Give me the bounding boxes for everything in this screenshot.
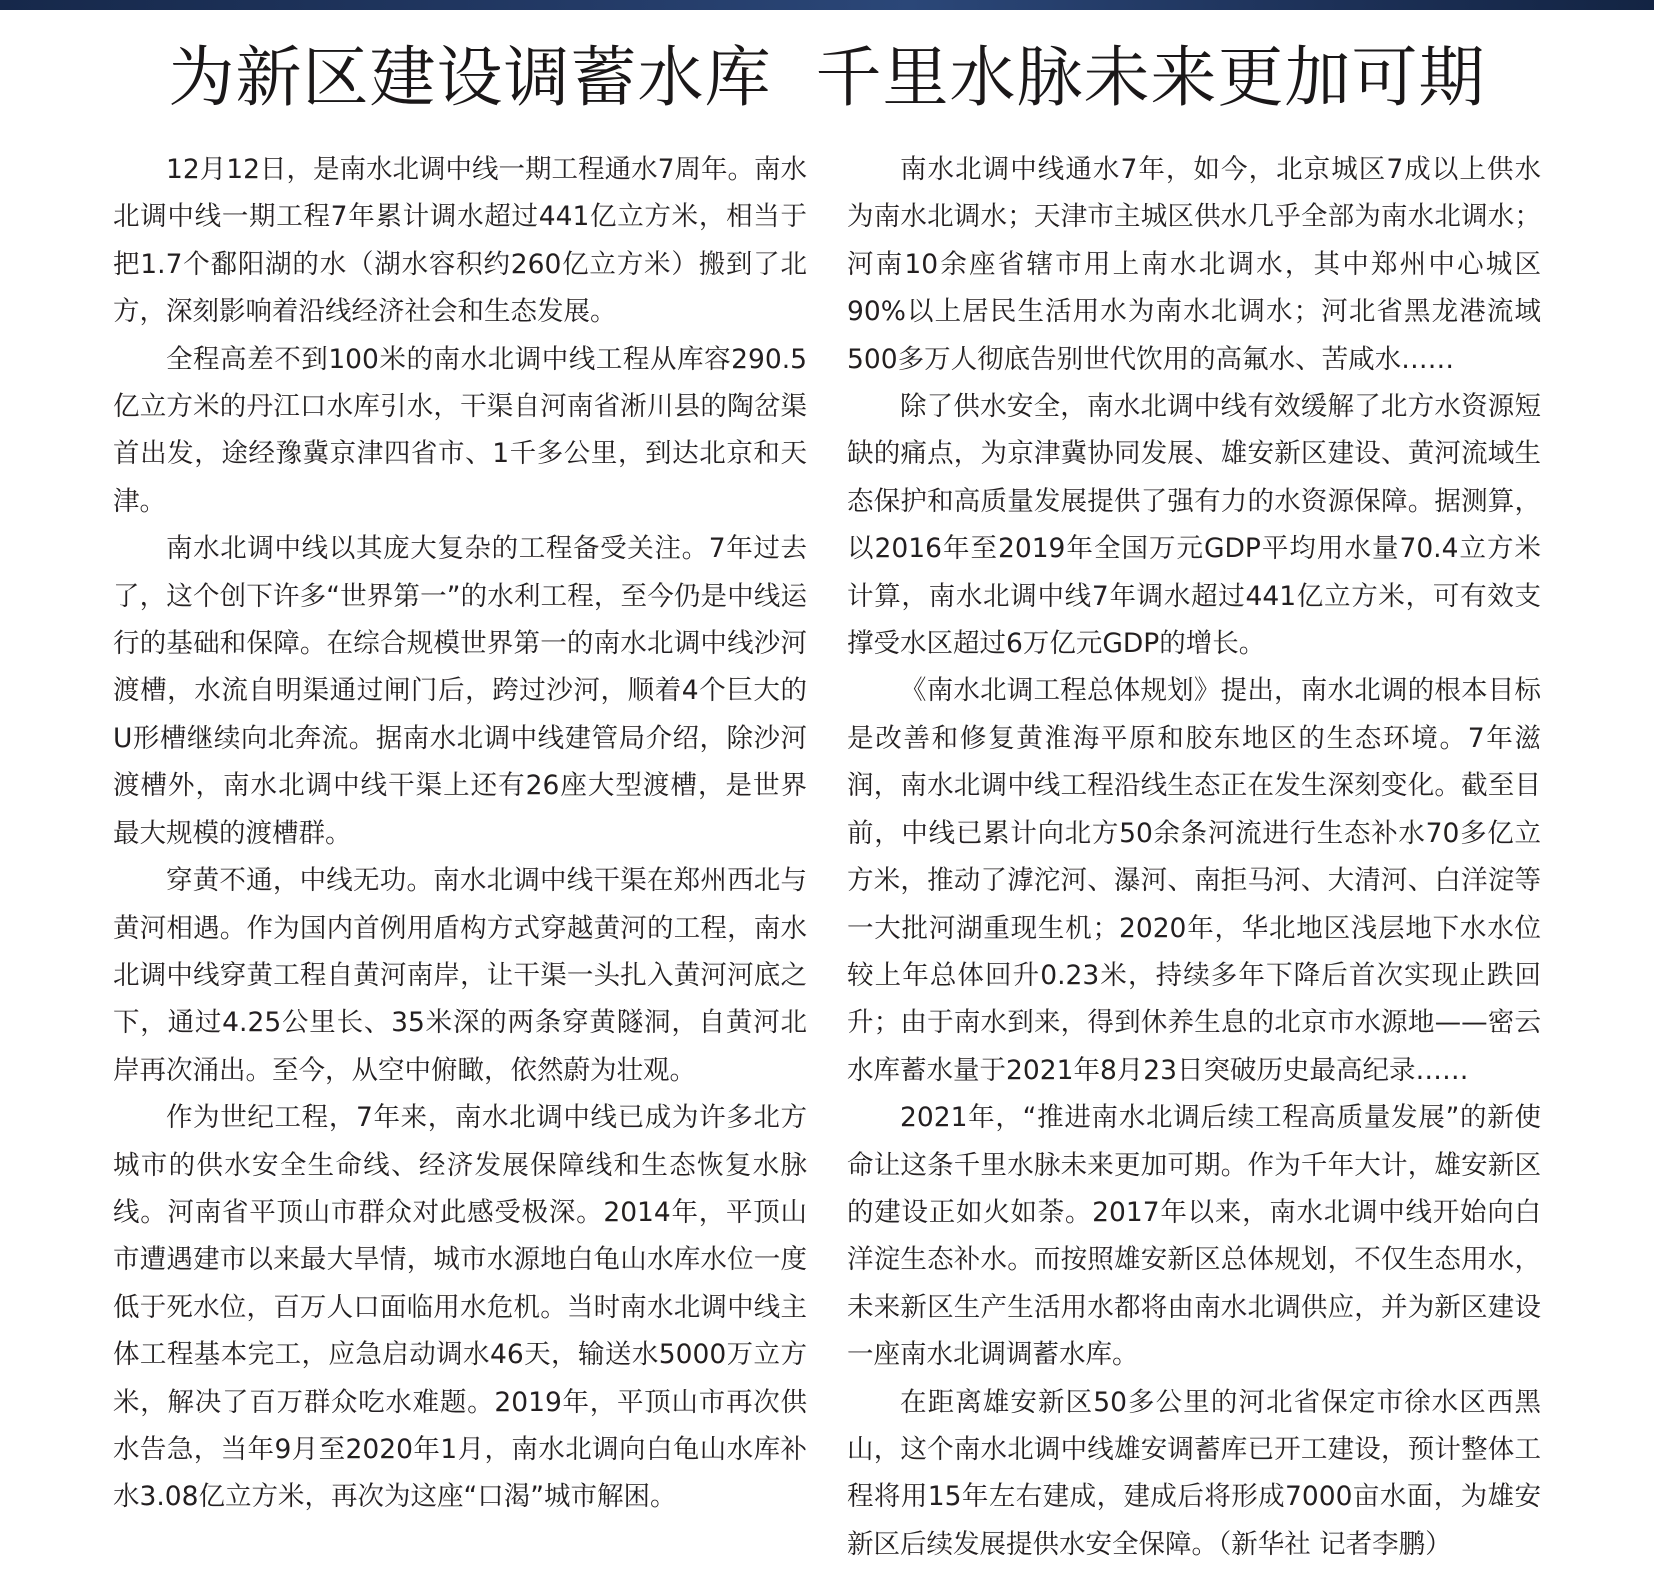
article-column-right bbox=[847, 146, 1541, 1568]
article-paragraph: 作为世纪工程，7年来，南水北调中线已成为许多北方城市的供水安全生命线、经济发展保障线和生态恢复水脉线。河南省平顶山市群众对此感受极深。2014年，平顶山市遭遇建市以来最大旱情，城市水源地白龟山水库水位一度低于死水位，百万人口面临用水危机。当时南水北调中线主体工程基本完工，应急启动调水46天，输送水5000万立方米，解决了百万群众吃水难题。2019年，平顶山市再次供水告急，当年9月至2020年1月，南水北调向白龟山水库补水3.08亿立方米，再次为这座“口渴”城市解困。 bbox=[113, 1102, 807, 1513]
article-paragraph: 南水北调中线以其庞大复杂的工程备受关注。7年过去了，这个创下许多“世界第一”的水利工程，至今仍是中线运行的基础和保障。在综合规模世界第一的南水北调中线沙河渡槽，水流自明渠通过闸门后，跨过沙河，顺着4个巨大的U形槽继续向北奔流。据南水北调中线建管局介绍，除沙河渡槽外，南水北调中线干渠上还有26座大型渡槽，是世界最大规模的渡槽群。 bbox=[113, 533, 807, 849]
article-paragraph: 2021年，“推进南水北调后续工程高质量发展”的新使命让这条千里水脉未来更加可期。作为千年大计，雄安新区的建设正如火如荼。2017年以来，南水北调中线开始向白洋淀生态补水。而按照雄安新区总体规划，不仅生态用水，未来新区生产生活用水都将由南水北调供应，并为新区建设一座南水北调调蓄水库。 bbox=[847, 1102, 1541, 1371]
article-paragraph: 全程高差不到100米的南水北调中线工程从库容290.5亿立方米的丹江口水库引水，干渠自河南省淅川县的陶岔渠首出发，途经豫冀京津四省市、1千多公里，到达北京和天津。 bbox=[113, 343, 807, 517]
article-paragraph: 《南水北调工程总体规划》提出，南水北调的根本目标是改善和修复黄淮海平原和胶东地区的生态环境。7年滋润，南水北调中线工程沿线生态正在发生深刻变化。截至目前，中线已累计向北方50余条河流进行生态补水70多亿立方米，推动了滹沱河、瀑河、南拒马河、大清河、白洋淀等一大批河湖重现生机；2020年，华北地区浅层地下水水位较上年总体回升0.23米，持续多年下降后首次实现止跌回升；由于南水到来，得到休养生息的北京市水源地——密云水库蓄水量于2021年8月23日突破历史最高纪录…… bbox=[847, 675, 1541, 1086]
article-paragraph: 12月12日，是南水北调中线一期工程通水7周年。南水北调中线一期工程7年累计调水超过441亿立方米，相当于把1.7个鄱阳湖的水（湖水容积约260亿立方米）搬到了北方，深刻影响着沿线经济社会和生态发展。 bbox=[113, 154, 807, 328]
article-paragraph: 在距离雄安新区50多公里的河北省保定市徐水区西黑山，这个南水北调中线雄安调蓄库已开工建设，预计整体工程将用15年左右建成，建成后将形成7000亩水面，为雄安新区后续发展提供水安全保障。（新华社 记者李鹏） bbox=[847, 1386, 1541, 1560]
article-paragraph: 除了供水安全，南水北调中线有效缓解了北方水资源短缺的痛点，为京津冀协同发展、雄安新区建设、黄河流域生态保护和高质量发展提供了强有力的水资源保障。据测算，以2016年至2019年全国万元GDP平均用水量70.4立方米计算，南水北调中线7年调水超过441亿立方米，可有效支撑受水区超过6万亿元GDP的增长。 bbox=[847, 391, 1541, 660]
header-decorative-bar bbox=[0, 0, 1654, 10]
article-headline: 为新区建设调蓄水库 千里水脉未来更加可期 bbox=[168, 39, 1486, 116]
article-paragraph: 南水北调中线通水7年，如今，北京城区7成以上供水为南水北调水；天津市主城区供水几乎全部为南水北调水；河南10余座省辖市用上南水北调水，其中郑州中心城区90%以上居民生活用水为南水北调水；河北省黑龙港流域500多万人彻底告别世代饮用的高氟水、苦咸水…… bbox=[847, 154, 1541, 375]
article-column-left bbox=[113, 146, 807, 1521]
article-paragraph: 穿黄不通，中线无功。南水北调中线干渠在郑州西北与黄河相遇。作为国内首例用盾构方式穿越黄河的工程，南水北调中线穿黄工程自黄河南岸，让干渠一头扎入黄河河底之下，通过4.25公里长、35米深的两条穿黄隧洞，自黄河北岸再次涌出。至今，从空中俯瞰，依然蔚为壮观。 bbox=[113, 865, 807, 1086]
